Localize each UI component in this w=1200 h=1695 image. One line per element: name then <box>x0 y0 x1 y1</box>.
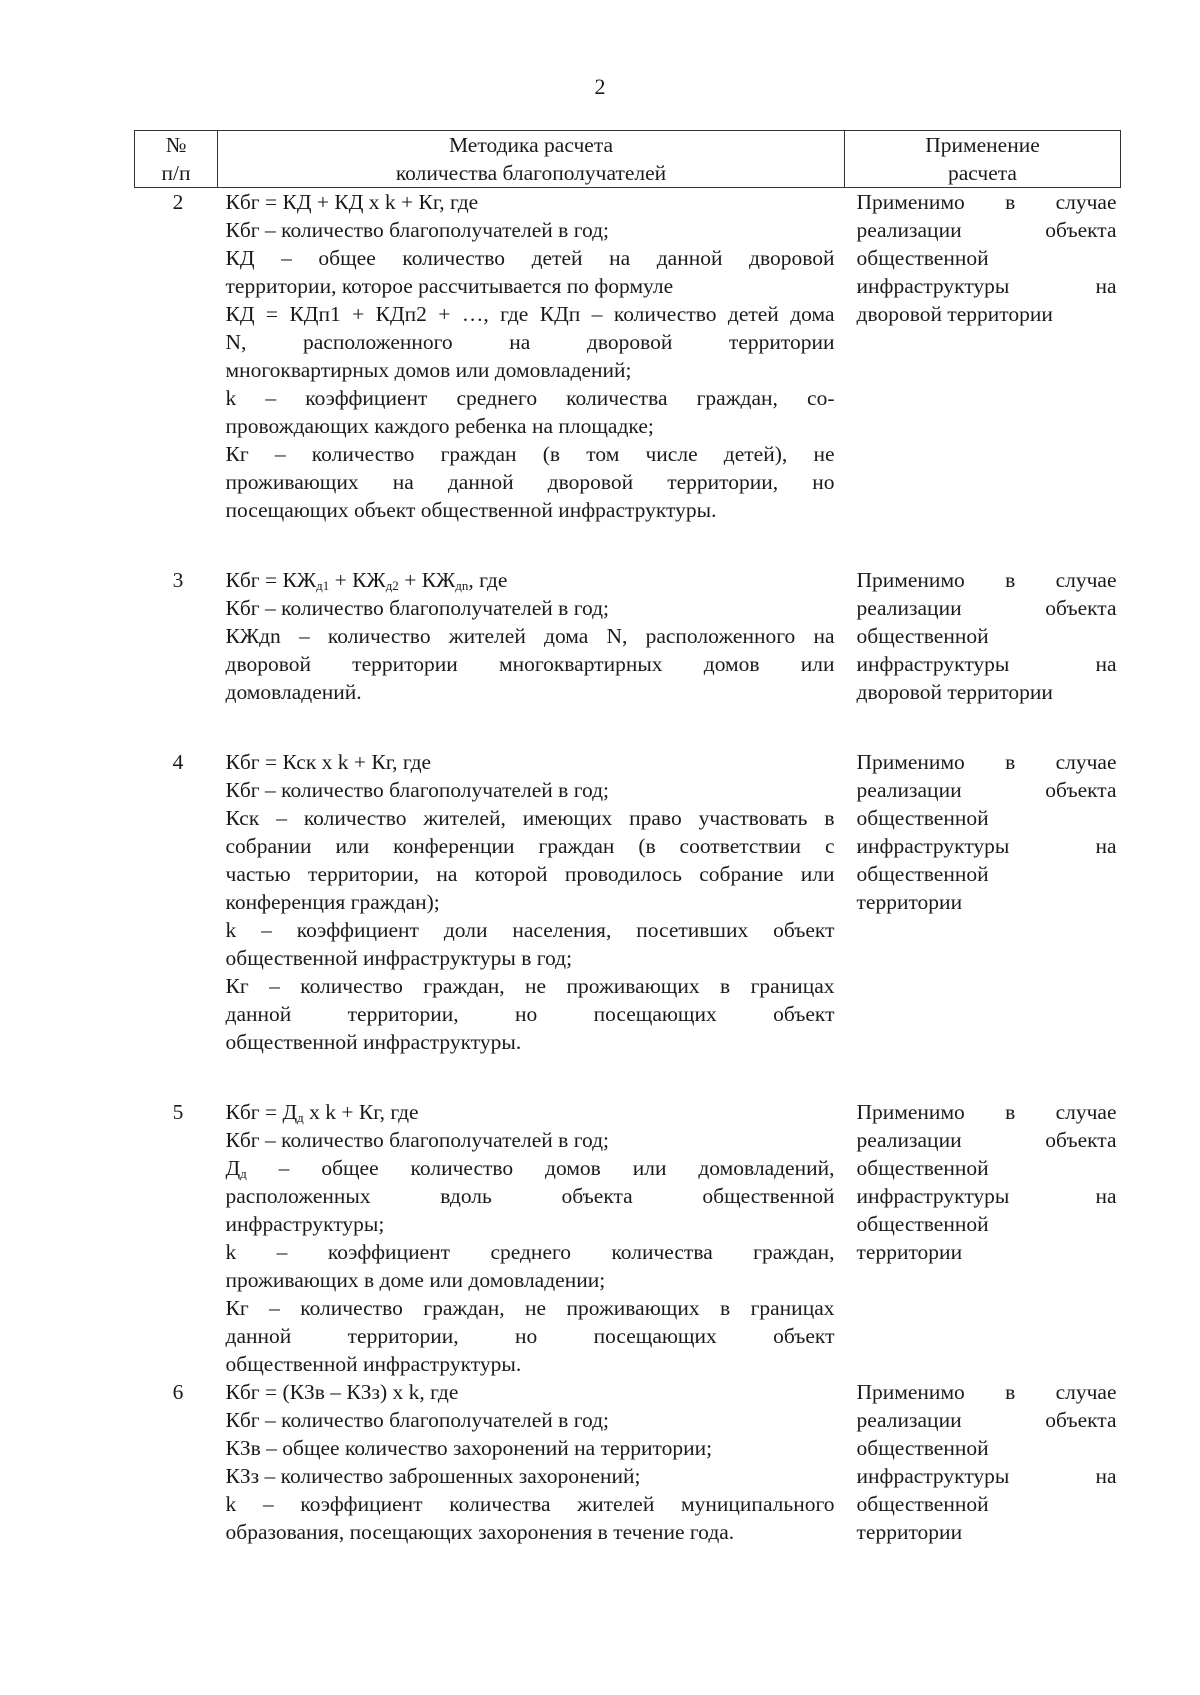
table-header-row <box>135 131 1121 188</box>
row-method: Кбг = $КЖ_{д1} + КЖ_{д2} + КЖ_{дn}$, где Кбг – количество благополучателей в год; КЖдn – количество жителей дома N, расположенного на дворовой территории многоквартирных домов или домовладений. <box>225 568 835 704</box>
row-application: Применимо в случае реализации объекта общественной инфраструктуры на общественной территории <box>856 1100 1117 1264</box>
row-method: Кбг = Кск х k + Кг, где Кбг – количество благополучателей в год; Кск – количество жителей, имеющих право участвовать в собрании или конференции граждан (в соответствии с частью территории, на которой проводилось собрание или конференция граждан); k – коэффициент доли населения, посетивших объект общественной инфраструктуры в год; Кг – количество граждан, не проживающих в границах данной территории, но посещающих объект общественной инфраструктуры. <box>225 750 835 1054</box>
row-number: 6 <box>172 1380 184 1404</box>
table-row <box>135 566 1121 748</box>
header-number: № п/п <box>135 131 218 188</box>
formula-row-5: Кбг = $Д_д$ х k + Кг, где <box>225 1100 419 1125</box>
row-method: Кбг = КД + КД х k + Кг, где Кбг – количество благополучателей в год; КД – общее количество детей на данной дворовой территории, которое рассчитывается по формуле КД = КДп1 + КДп2 + …, где КДп – количество детей дома N, расположенного на дворовой территории многоквартирных домов или домовладений; k – коэффициент среднего количества граждан, со- провождающих каждого ребенка на площадке; Кг – количество граждан (в том числе детей), не проживающих на данной дворовой территории, но посещающих объект общественной инфраструктуры. <box>225 190 835 522</box>
table-row <box>135 1098 1121 1378</box>
row-number: 5 <box>172 1100 184 1124</box>
header-method: Методика расчета количества благополучателей <box>218 131 845 188</box>
formula-row-3: Кбг = $КЖ_{д1} + КЖ_{д2} + КЖ_{дn}$, где <box>225 568 508 593</box>
calculation-methods-table <box>134 130 1121 1546</box>
page-number: 2 <box>594 74 606 99</box>
table-row <box>135 188 1121 567</box>
row-number: 4 <box>172 750 184 774</box>
row-application: Применимо в случае реализации объекта общественной инфраструктуры на общественной территории <box>856 1380 1117 1544</box>
row-method: Кбг = (КЗв – КЗз) х k, где Кбг – количество благополучателей в год; КЗв – общее количество захоронений на территории; КЗз – количество заброшенных захоронений; k – коэффициент количества жителей муниципального образования, посещающих захоронения в течение года. <box>225 1380 835 1544</box>
table-row <box>135 748 1121 1098</box>
row-application: Применимо в случае реализации объекта общественной инфраструктуры на общественной территории <box>856 750 1117 914</box>
row-method: Кбг = $Д_д$ х k + Кг, где Кбг – количество благополучателей в год; $Д_д$ – общее количество домов или домовладений, расположенных вдоль объекта общественной инфраструктуры; k – коэффициент среднего количества граждан, проживающих в доме или домовладении; Кг – количество граждан, не проживающих в границах данной территории, но посещающих объект общественной инфраструктуры. <box>225 1100 835 1376</box>
row-application: Применимо в случае реализации объекта общественной инфраструктуры на дворовой территории <box>856 190 1117 326</box>
row-number: 2 <box>172 190 184 214</box>
definition-dd: $Д_д$ – общее количество домов или домовладений, <box>225 1156 835 1181</box>
row-number: 3 <box>172 568 184 592</box>
table-row <box>135 1378 1121 1546</box>
header-application: Применение расчета <box>845 131 1121 188</box>
row-application: Применимо в случае реализации объекта общественной инфраструктуры на дворовой территории <box>856 568 1117 704</box>
